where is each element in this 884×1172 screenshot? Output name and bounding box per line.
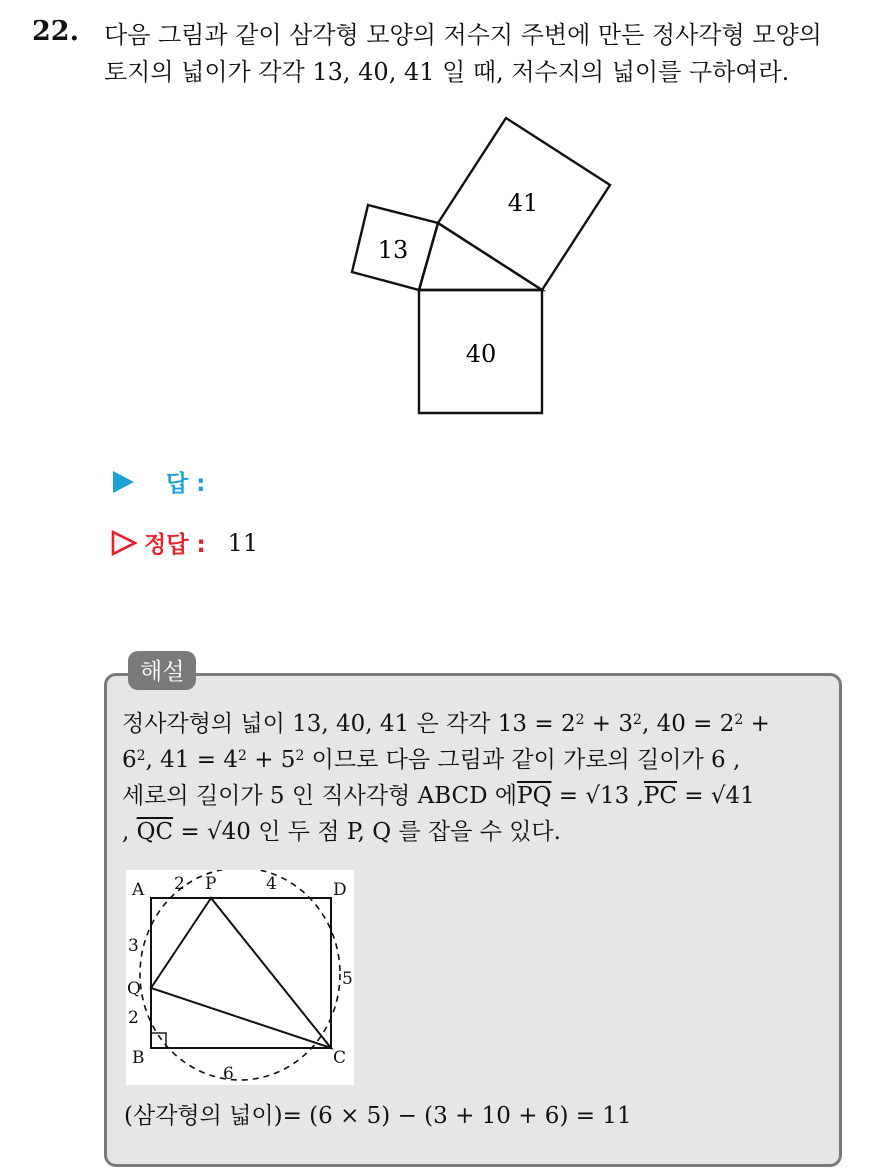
answer-correct-row xyxy=(110,526,258,559)
solution-final-equation: (삼각형의 넓이)= (6 × 5) − (3 + 10 + 6) = 11 xyxy=(124,1103,632,1129)
solution-line-2: $6^2$, $41 = 4^2 + 5^2$ 이므로 다음 그림과 같이 가로의 길이가 6 , xyxy=(122,747,741,773)
correct-answer-value: 11 xyxy=(227,528,259,557)
triangle-reservoir xyxy=(419,223,542,290)
point-c-label: C xyxy=(333,1048,347,1068)
point-b-label: B xyxy=(132,1048,145,1068)
side-pd-label: 4 xyxy=(266,874,277,894)
side-bc-label: 6 xyxy=(223,1064,234,1084)
point-q-label: Q xyxy=(127,979,141,999)
point-a-label: A xyxy=(132,880,145,900)
question-line-2: 토지의 넓이가 각각 13, 40, 41 일 때, 저수지의 넓이를 구하여라. xyxy=(104,58,790,86)
rectangle-abcd xyxy=(151,898,331,1048)
reservoir-figure xyxy=(340,110,620,420)
solution-tag: 해설 xyxy=(128,651,196,690)
rectangle-abcd-figure xyxy=(126,870,354,1085)
solution-line-1: 정사각형의 넓이 13, 40, 41 은 각각 $13 = 2^2 + 3^2$, $40 = 2^2$ + xyxy=(122,711,770,737)
solution-text xyxy=(122,706,834,850)
point-d-label: D xyxy=(333,880,347,900)
side-ap-label: 2 xyxy=(174,874,185,894)
outline-triangle-icon xyxy=(110,529,138,557)
point-p-label: P xyxy=(205,874,217,894)
side-qb-label: 2 xyxy=(128,1008,139,1028)
question-line-1: 다음 그림과 같이 삼각형 모양의 저수지 주변에 만든 정사각형 모양의 xyxy=(104,21,822,49)
label-13: 13 xyxy=(377,236,409,264)
correct-answer-label: 정답 : xyxy=(144,532,206,558)
question-number: 22. xyxy=(32,16,79,47)
question-text xyxy=(104,17,884,91)
side-aq-label: 3 xyxy=(128,936,139,956)
label-40: 40 xyxy=(465,340,497,368)
side-dc-label: 5 xyxy=(342,969,353,989)
play-triangle-icon xyxy=(110,469,136,495)
triangle-pqc xyxy=(151,898,331,1048)
solution-line-3: 세로의 길이가 5 인 직사각형 ABCD 에$\overline{PQ} = √13$ $,\overline{PC} = √41$ xyxy=(122,783,755,809)
label-41: 41 xyxy=(507,189,539,217)
solution-line-4: , $\overline{QC} = √40$ 인 두 점 P, Q 를 잡을 수 있다. xyxy=(122,819,561,845)
answer-label: 답 : xyxy=(166,471,206,497)
answer-blank-row xyxy=(110,465,205,498)
